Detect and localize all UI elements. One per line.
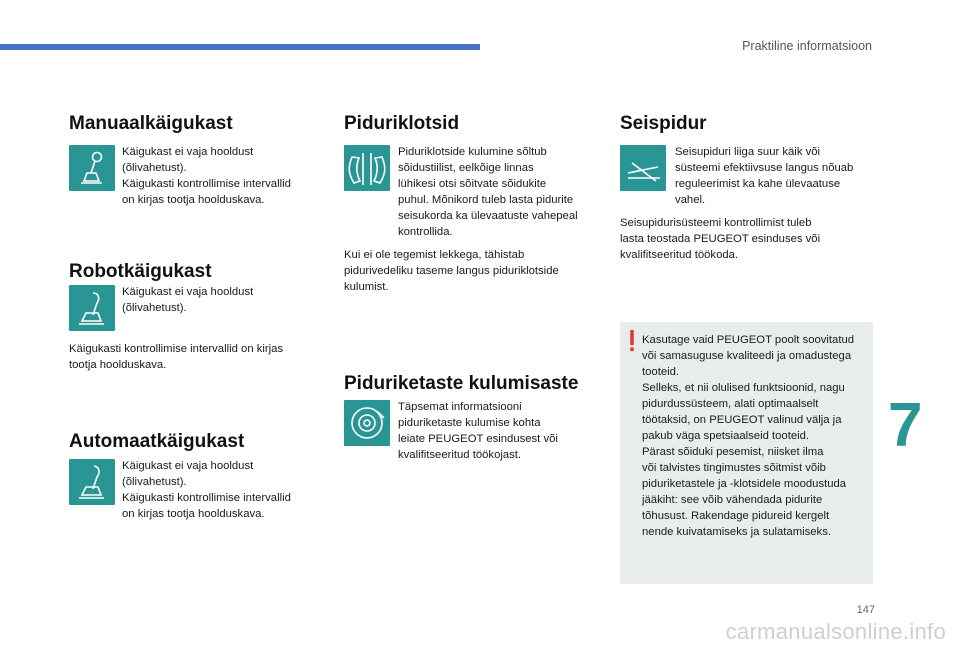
page-number: 147 <box>856 604 875 616</box>
brake-pads-icon <box>344 145 390 191</box>
heading-brake-discs: Piduriketaste kulumisaste <box>344 373 579 394</box>
warning-exclamation-icon <box>628 330 636 352</box>
automatic-gearbox-text: Käigukast ei vaja hooldust (õlivahetust). Käigukasti kontrollimise intervallid on kirjas tootja hoolduskava. <box>122 460 291 520</box>
parking-brake-text: Seisupiduri liiga suur käik või süsteemi efektiivsuse langus nõuab reguleerimist ka kahe ülevaatuse vahel. <box>675 146 854 206</box>
heading-manual-gearbox: Manuaalkäigukast <box>69 113 233 134</box>
brake-pads-text: Piduriklotside kulumine sõltub sõidustiilist, eelkõige linnas lühikesi otsi sõitvate sõidukite puhul. Mõnikord tuleb lasta pidurite seisukorda ka ülevaatuste vahepeal kontrollida. <box>398 146 578 238</box>
robot-gearbox-text: Käigukast ei vaja hooldust (õlivahetust). <box>122 286 254 314</box>
manual-gearbox-text: Käigukast ei vaja hooldust (õlivahetust). Käigukasti kontrollimise intervallid on kirjas tootja hoolduskava. <box>122 146 291 206</box>
robot-gearbox-extra: Käigukasti kontrollimise intervallid on kirjas tootja hoolduskava. <box>69 343 284 371</box>
warning-note-text: Kasutage vaid PEUGEOT poolt soovitatud või samasuguse kvaliteedi ja omadustega tooteid. Selleks, et nii olulised funktsioonid, nagu pidurdussüsteem, alati optimaalselt töötaksid, on PEUGEOT valinud välja ja pakub väga spetsiaalseid tooteid. Pärast sõiduki pesemist, niisket ilma või talvistes tingimustes sõitmist võib piduriketastele ja -klotsidele moodustuda jääkiht: see võib vähendada pidurite tõhusust. Rakendage pidureid kergelt nende kuivatamiseks ja sulatamiseks. <box>642 334 855 538</box>
parking-brake-lever-icon <box>620 145 666 191</box>
heading-robot-gearbox: Robotkäigukast <box>69 261 212 282</box>
watermark: carmanualsonline.info <box>725 619 946 644</box>
parking-brake-extra: Seisupidurisüsteemi kontrollimist tuleb lasta teostada PEUGEOT esinduses või kvalifitseeritud töökoda. <box>620 217 821 261</box>
robot-gear-selector-icon <box>69 285 115 331</box>
automatic-gear-selector-icon <box>69 459 115 505</box>
heading-automatic-gearbox: Automaatkäigukast <box>69 431 245 452</box>
section-title: Praktiline informatsioon <box>742 39 872 53</box>
chapter-number: 7 <box>888 391 923 460</box>
brake-pads-extra: Kui ei ole tegemist lekkega, tähistab pidurivedeliku taseme langus piduriklotside kulumist. <box>344 249 559 293</box>
heading-parking-brake: Seispidur <box>620 113 707 134</box>
brake-disc-icon <box>344 400 390 446</box>
brake-discs-text: Täpsemat informatsiooni piduriketaste kulumise kohta leiate PEUGEOT esindusest või kvalifitseeritud töökojast. <box>398 401 558 461</box>
accent-bar <box>0 44 480 50</box>
heading-brake-pads: Piduriklotsid <box>344 113 460 134</box>
manual-gear-lever-icon <box>69 145 115 191</box>
